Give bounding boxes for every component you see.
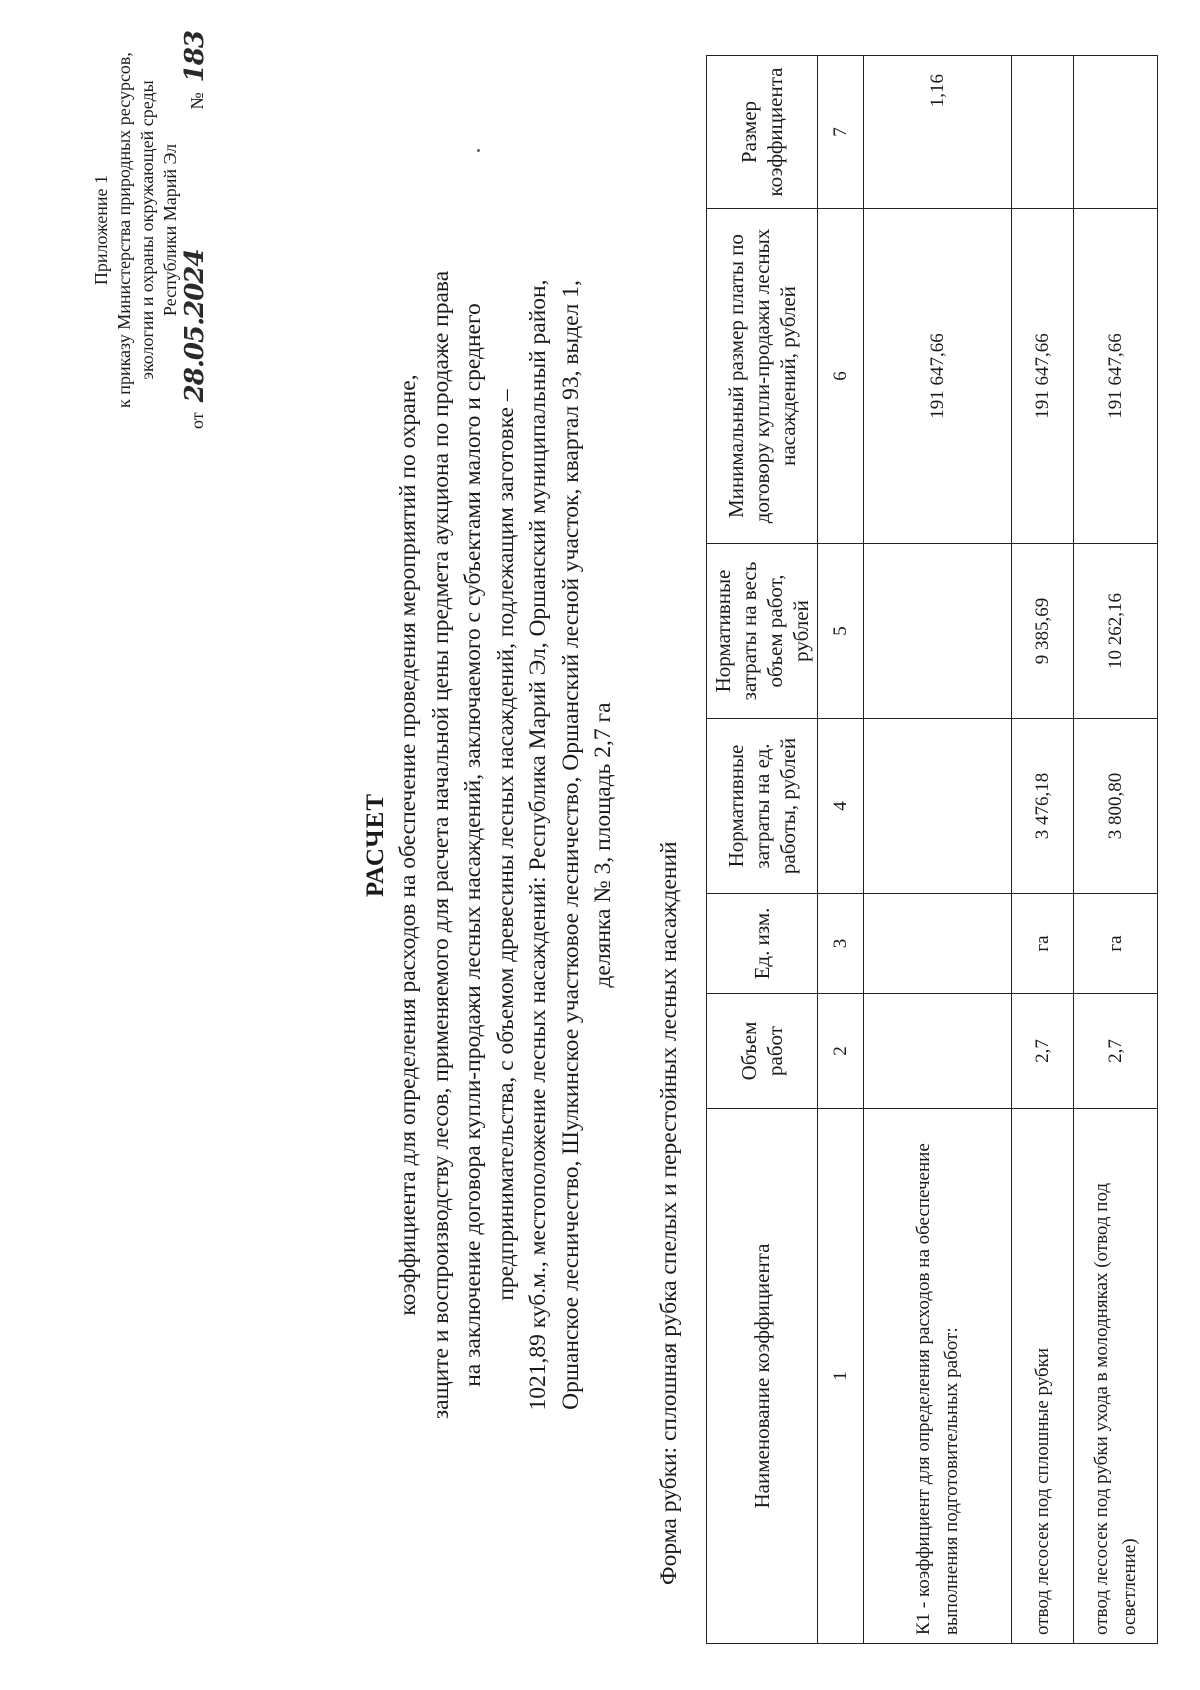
document-title: РАСЧЕТ [362,793,389,898]
row-unit [864,894,1011,994]
row-min-payment: 191 647,66 [864,209,1011,544]
description-line: коэффициента для определения расходов на обеспечение проведения мероприятий по охране, [395,374,421,1316]
row-cost-total: 9 385,69 [1011,544,1073,719]
row-unit: га [1011,894,1073,994]
handwritten-date: 28.05.2024 [180,249,210,403]
column-number: 7 [818,56,864,209]
description-line: предпринимательства, с объемом древесины лесных насаждений, подлежащим заготовке – [492,389,519,1301]
table-header-row [707,56,818,1644]
row-coefficient [1011,56,1073,209]
header-unit: Ед. изм. [707,894,818,994]
column-number: 4 [818,719,864,894]
description-line: защите и воспроизводству лесов, применяемого для расчета начальной цены предмета аукциона по продаже права [427,270,454,1420]
column-number: 3 [818,894,864,994]
row-volume [864,994,1011,1109]
column-number-row [818,56,864,1644]
row-volume: 2,7 [1074,994,1158,1109]
row-coefficient: 1,16 [864,56,1011,209]
description-line: на заключение договора купли-продажи лесных насаждений, заключаемого с субъектами малого и среднего [460,303,486,1387]
row-name: отвод лесосек под сплошные рубки [1011,1109,1073,1644]
document-description [392,150,620,1540]
appendix-ministry: экологии и охраны окружающей среды [137,80,157,380]
header-coefficient-size: Размер коэффициента [707,56,818,209]
description-line: делянка № 3, площадь 2,7 га [590,702,616,988]
appendix-header [90,10,209,450]
row-min-payment: 191 647,66 [1011,209,1073,544]
scan-speck [477,149,480,152]
from-label: от [187,412,207,429]
appendix-republic: Республики Марий Эл [160,143,180,317]
appendix-order-ref: к приказу Министерства природных ресурсов, [114,52,134,408]
order-date-number-row [180,10,210,450]
row-coefficient [1074,56,1158,209]
row-cost-per-unit: 3 800,80 [1074,719,1158,894]
header-cost-total: Нормативные затраты на весь объем работ, рублей [707,544,818,719]
number-label: № [187,92,207,110]
table-row [1074,56,1158,1644]
row-cost-total [864,544,1011,719]
row-unit: га [1074,894,1158,994]
column-number: 2 [818,994,864,1109]
row-cost-total: 10 262,16 [1074,544,1158,719]
table-row [864,56,1011,1644]
header-coefficient-name: Наименование коэффициента [707,1109,818,1644]
header-work-volume: Объем работ [707,994,818,1109]
table-row [1011,56,1073,1644]
row-min-payment: 191 647,66 [1074,209,1158,544]
calculation-table [706,55,1158,1644]
row-name: отвод лесосек под рубки ухода в молодняках (отвод под осветление) [1074,1109,1158,1644]
description-line: 1021,89 куб.м., местоположение лесных насаждений: Республика Марий Эл, Оршанский муниципальный район, [525,279,551,1411]
description-line: Оршанское лесничество, Шулкинское участковое лесничество, Оршанский лесной участок, квартал 93, выдел 1, [557,280,584,1410]
column-number: 6 [818,209,864,544]
column-number: 1 [818,1109,864,1644]
row-volume: 2,7 [1011,994,1073,1109]
handwritten-number: 183 [180,31,210,83]
row-cost-per-unit [864,719,1011,894]
column-number: 5 [818,544,864,719]
header-min-payment: Минимальный размер платы по договору купли-продажи лесных насаждений, рублей [707,209,818,544]
cutting-form-line: Форма рубки: сплошная рубка спелых и перестойных лесных насаждений [656,841,682,1585]
appendix-number: Приложение 1 [91,174,111,286]
row-cost-per-unit: 3 476,18 [1011,719,1073,894]
header-cost-per-unit: Нормативные затраты на ед. работы, рублей [707,719,818,894]
row-name: К1 - коэффициент для определения расходов на обеспечение выполнения подготовительных работ: [864,1109,1011,1644]
